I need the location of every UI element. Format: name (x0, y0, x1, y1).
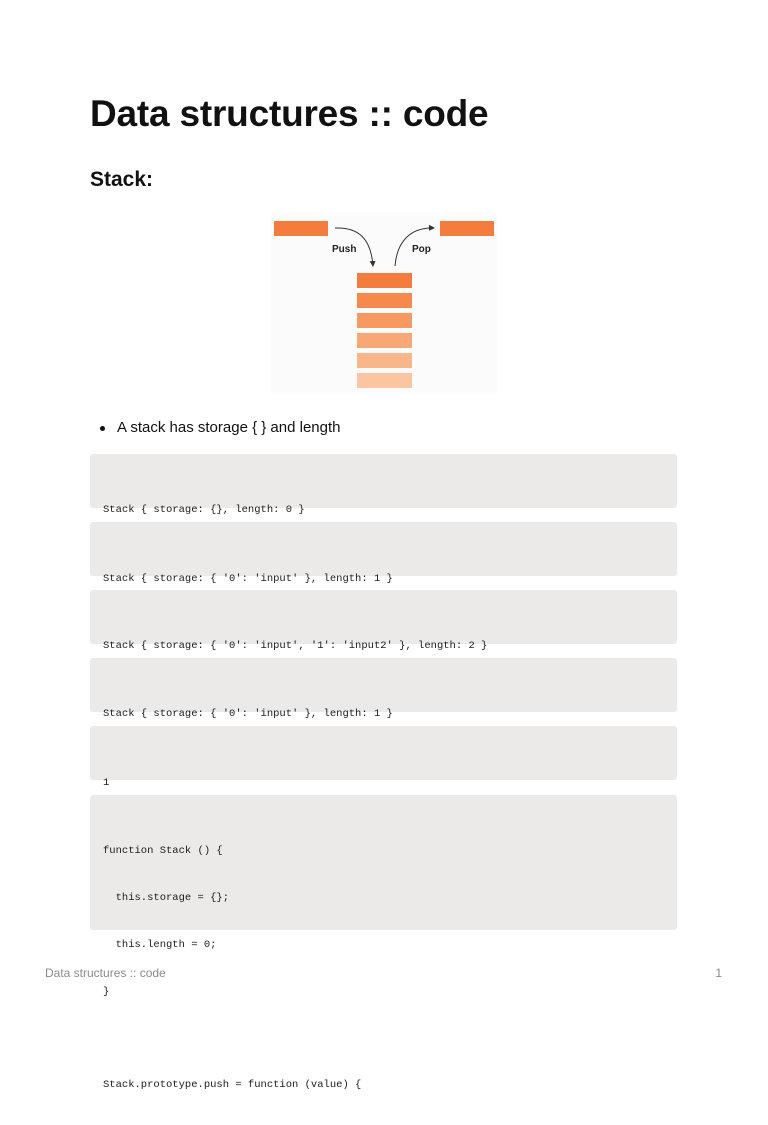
code-line: Stack { storage: { '0': 'input' }, length: 1 } (103, 573, 393, 586)
code-line: this.storage = {}; (103, 891, 230, 904)
code-line: 1 (103, 777, 110, 790)
stack-block (357, 273, 412, 288)
page-title: Data structures :: code (90, 93, 489, 134)
code-line: Stack.prototype.push = function (value) { (103, 1079, 362, 1092)
footer-title: Data structures :: code (45, 966, 166, 980)
bullet-list (90, 416, 341, 440)
code-line (103, 1031, 664, 1047)
push-label: Push (332, 244, 357, 255)
pop-block (440, 221, 494, 236)
push-block (274, 221, 328, 236)
stack-block (357, 313, 412, 328)
bullet-dot (100, 426, 105, 431)
code-line: function Stack () { (103, 845, 223, 858)
stack-diagram (271, 213, 497, 393)
list-item (90, 416, 341, 440)
stack-block (357, 353, 412, 368)
stack-block (357, 333, 412, 348)
pop-label: Pop (412, 244, 431, 255)
code-line: this.length = 0; (103, 938, 217, 951)
page-number: 1 (715, 966, 722, 980)
section-heading: Stack: (90, 168, 154, 191)
list-item-text: A stack has storage { } and length (117, 419, 341, 436)
stack-diagram-svg (271, 213, 497, 393)
code-block (90, 454, 677, 517)
code-block (90, 658, 677, 721)
code-line: } (103, 985, 110, 998)
stack-block (357, 293, 412, 308)
code-block (90, 590, 677, 653)
code-line: Stack { storage: { '0': 'input', '1': 'input2' }, length: 2 } (103, 640, 488, 653)
code-line: Stack { storage: { '0': 'input' }, length: 1 } (103, 708, 393, 721)
code-block (90, 726, 677, 790)
code-block (90, 522, 677, 586)
code-line: Stack { storage: {}, length: 0 } (103, 504, 305, 517)
stack-block (357, 373, 412, 388)
